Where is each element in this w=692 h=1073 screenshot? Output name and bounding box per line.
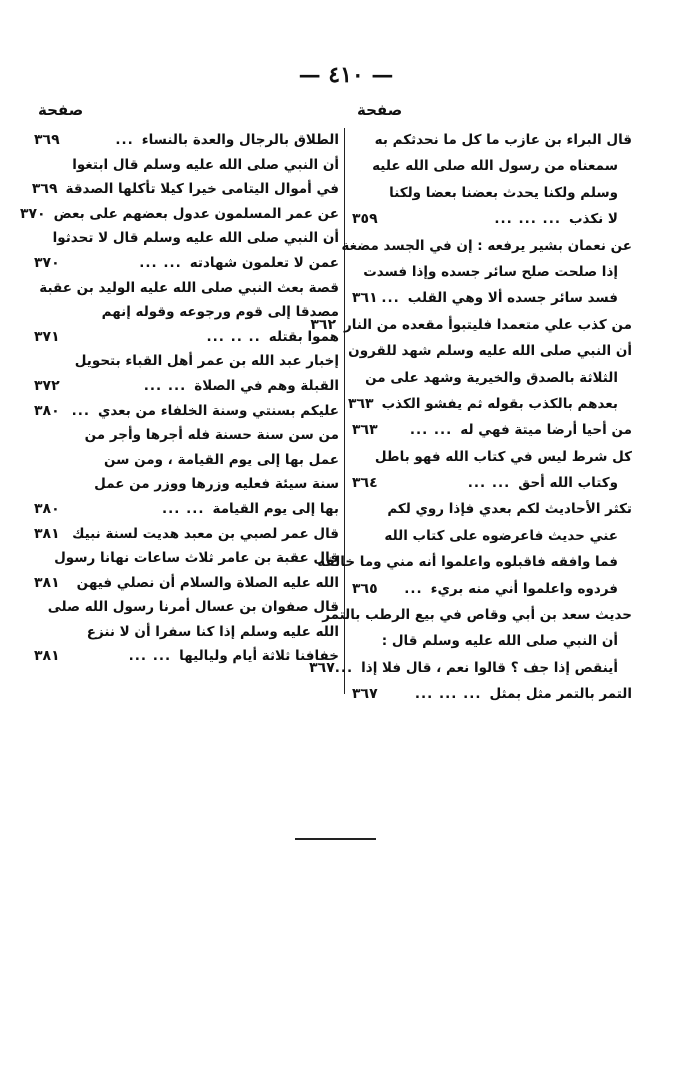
entry-leader-dots: ... (115, 132, 134, 148)
index-entry (352, 501, 632, 527)
index-entry (352, 264, 632, 290)
entry-page-number: ٣٨١ (34, 525, 60, 542)
entry-page-number: ٣٦٣ (347, 395, 374, 412)
index-entry (34, 255, 339, 280)
index-entry (34, 157, 339, 182)
entry-page-number: ٣٧٠ (34, 254, 60, 271)
entry-text: مصدقا إلى قوم ورجوعه وقوله إنهم (101, 304, 339, 321)
entry-page-number: ٣٨٠ (34, 500, 60, 517)
entry-page-number: ٣٦١ (352, 290, 378, 307)
entry-text: أن النبي صلى الله عليه وسلم قال ابتغوا (72, 156, 339, 173)
index-entry (34, 648, 339, 673)
index-entry (34, 624, 339, 649)
entry-text: سنة سيئة فعليه وزرها ووزر من عمل (94, 476, 339, 493)
entry-leader-dots: ... ... (143, 377, 187, 394)
entry-leader-dots: ... ... (409, 422, 453, 439)
index-entry (352, 211, 632, 237)
index-entry (322, 607, 632, 633)
index-entry (352, 370, 632, 396)
entry-text: عن عمر المسلمون عدول بعضهم على بعض (53, 205, 339, 222)
page-number: — ٤١٠ — (298, 62, 394, 88)
index-column-right (309, 132, 632, 713)
index-entry (34, 452, 339, 477)
entry-text: في أموال اليتامى خيرا كيلا تأكلها الصدقة (65, 181, 339, 198)
index-entry (352, 290, 632, 316)
index-entry (317, 554, 632, 580)
entry-leader-dots: ... ... ... (414, 686, 482, 703)
entry-text: التمر بالتمر مثل بمثل (489, 686, 632, 703)
index-entry (310, 316, 632, 343)
index-entry (347, 395, 632, 422)
entry-text: فسد سائر جسده ألا وهي القلب (407, 290, 618, 307)
entry-text: بها إلى يوم القيامة (212, 500, 339, 517)
right-column-header: صفحة (357, 101, 403, 119)
index-column-left (19, 132, 339, 673)
entry-text: وسلم ولكنا يحدث بعضنا بعضا ولكنا (389, 184, 618, 201)
index-entry (34, 526, 339, 551)
entry-leader-dots: ... (334, 659, 354, 676)
entry-text: الطلاق بالرجال والعدة بالنساء (141, 132, 339, 148)
entry-leader-dots: .. .. ... (206, 328, 261, 345)
entry-text: الله عليه الصلاة والسلام أن نصلي فيهن (76, 574, 339, 591)
index-entry (348, 343, 632, 369)
entry-text: بعدهم بالكذب بقوله ثم يفشو الكذب (381, 395, 618, 412)
left-column-header: صفحة (38, 101, 84, 119)
entry-page-number: ٣٦٧ (309, 659, 335, 676)
entry-page-number: ٣٧٢ (34, 377, 60, 394)
entry-text: من أحيا أرضا ميتة فهي له (460, 422, 632, 439)
index-entry (34, 550, 339, 575)
entry-page-number: ٣٥٩ (352, 211, 378, 228)
entry-page-number: ٣٦٩ (34, 132, 60, 148)
entry-text: عليكم بسنتي وسنة الخلفاء من بعدي (97, 402, 339, 419)
index-entry (34, 575, 339, 600)
entry-text: هموا بقتله (268, 328, 339, 345)
entry-page-number: ٣٧٠ (19, 205, 46, 222)
index-entry (34, 230, 339, 255)
entry-text: قصة بعث النبي صلى الله عليه الوليد بن عقبة (39, 279, 339, 296)
index-entry (34, 132, 339, 157)
index-entry (352, 633, 632, 659)
entry-text: قال صفوان بن عسال أمرنا رسول الله صلى (47, 599, 339, 616)
entry-text: فردوه واعلموا أني منه بريء (430, 580, 618, 597)
entry-page-number: ٣٦٤ (352, 475, 378, 492)
entry-text: قال عمر لصبي بن معبد هديت لسنة نبيك (72, 525, 339, 542)
entry-page-number: ٣٨١ (34, 648, 60, 665)
entry-text: وكتاب الله أحق (518, 475, 618, 492)
index-entry (352, 686, 632, 712)
index-entry (31, 181, 339, 206)
entry-text: القبلة وهم في الصلاة (194, 377, 339, 394)
index-entry (352, 132, 632, 158)
entry-text: فما وافقه فاقبلوه واعلموا أنه مني وما خالفه (317, 554, 618, 571)
index-entry (352, 475, 632, 501)
entry-text: من كذب علي متعمدا فليتبوأ مقعده من النار (344, 316, 632, 333)
entry-text: أن النبي صلى الله عليه وسلم قال لا تحدثوا (52, 230, 339, 247)
index-entry (34, 427, 339, 452)
entry-text: من سن سنة حسنة فله أجرها وأجر من (84, 427, 339, 444)
entry-text: خفافنا ثلاثة أيام ولياليها (179, 648, 339, 665)
index-entry (19, 205, 339, 231)
entry-leader-dots: ... ... (128, 648, 172, 665)
index-entry (34, 353, 339, 378)
index-entry (309, 659, 632, 686)
entry-page-number: ٣٦٥ (352, 580, 378, 597)
entry-page-number: ٣٦٢ (310, 316, 337, 333)
index-entry (34, 304, 339, 329)
index-entry (34, 329, 339, 354)
index-entry (352, 158, 632, 184)
entry-text: قال البراء بن عازب ما كل ما نحدثكم به (374, 132, 632, 148)
entry-text: سمعناه من رسول الله صلى الله عليه (372, 158, 618, 175)
index-entry (34, 280, 339, 305)
entry-text: عني حديث فاعرضوه على كتاب الله (384, 527, 618, 544)
index-entry (34, 403, 339, 428)
entry-text: لا نكذب (568, 211, 618, 228)
index-entry (352, 581, 632, 607)
entry-leader-dots: ... ... (162, 500, 205, 517)
entry-text: أن النبي صلى الله عليه وسلم شهد للقرون (348, 343, 632, 360)
entry-text: حديث سعد بن أبي وقاص في بيع الرطب بالتمر (322, 607, 632, 624)
entry-text: إخبار عبد الله بن عمر أهل القباء بتحويل (74, 353, 339, 370)
bottom-rule (295, 838, 376, 840)
entry-text: أن النبي صلى الله عليه وسلم قال : (381, 633, 618, 650)
entry-page-number: ٣٦٩ (31, 181, 58, 198)
index-entry (34, 501, 339, 526)
entry-page-number: ٣٦٧ (352, 686, 378, 703)
entry-text: عن نعمان بشير يرفعه : إن في الجسد مضغة (341, 237, 632, 254)
entry-page-number: ٣٨١ (34, 574, 60, 591)
entry-text: قال عقبة بن عامر ثلاث ساعات نهانا رسول (54, 550, 339, 567)
entry-text: عمل بها إلى يوم القيامة ، ومن سن (103, 451, 339, 468)
index-entry (352, 449, 632, 475)
index-entry (352, 528, 632, 554)
entry-text: الله عليه وسلم إذا كنا سفرا أن لا ننزع (86, 623, 339, 640)
index-entry (352, 185, 632, 211)
index-entry (34, 378, 339, 403)
entry-leader-dots: ... (404, 580, 423, 597)
index-entry (34, 476, 339, 501)
entry-text: تكثر الأحاديث لكم بعدي فإذا روي لكم (387, 501, 632, 518)
entry-leader-dots: ... (381, 290, 400, 307)
entry-page-number: ٣٨٠ (34, 402, 60, 419)
entry-text: إذا صلحت صلح سائر جسده وإذا فسدت (363, 263, 618, 280)
entry-text: كل شرط ليس في كتاب الله فهو باطل (374, 448, 632, 465)
entry-leader-dots: ... ... (467, 475, 511, 492)
entry-leader-dots: ... (71, 402, 90, 419)
entry-page-number: ٣٧١ (34, 328, 60, 345)
entry-leader-dots: ... ... ... (494, 211, 561, 228)
entry-text: الثلاثة بالصدق والخيرية وشهد على من (365, 369, 618, 386)
entry-text: أينقص إذا جف ؟ قالوا نعم ، قال فلا إذا (361, 659, 618, 676)
index-entry (341, 237, 632, 264)
entry-leader-dots: ... ... (139, 254, 182, 271)
index-entry (34, 599, 339, 624)
index-entry (352, 422, 632, 448)
entry-text: عمن لا تعلمون شهادته (189, 254, 339, 271)
entry-page-number: ٣٦٣ (352, 422, 378, 439)
